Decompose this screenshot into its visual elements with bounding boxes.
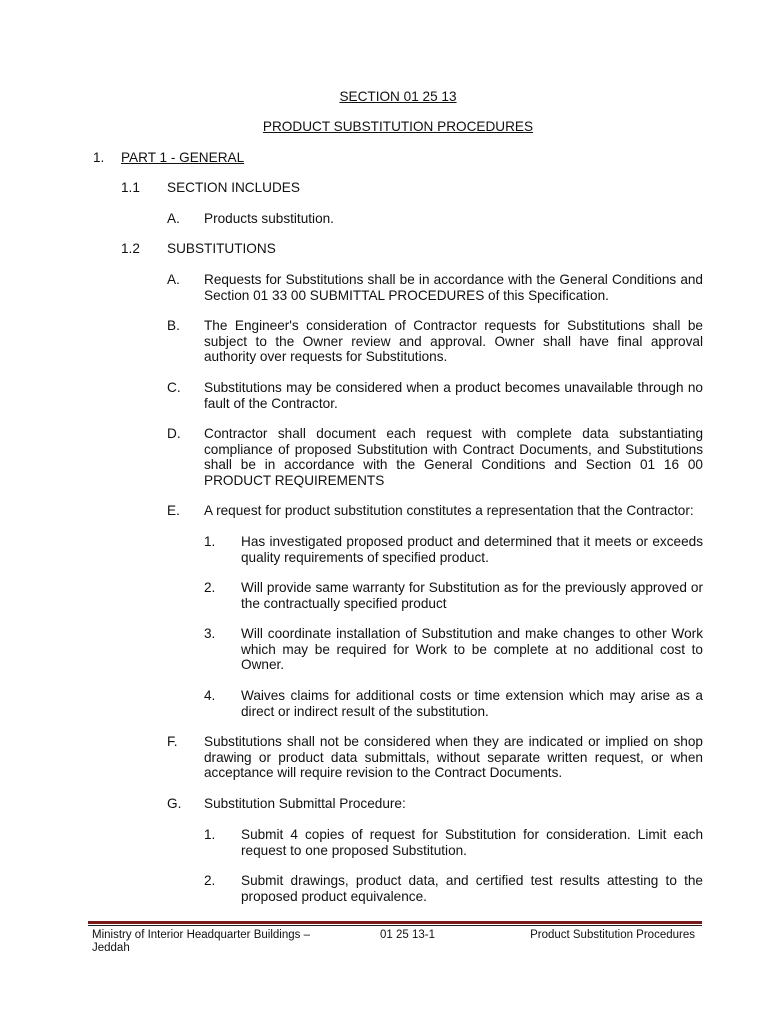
subparagraph-text: Has investigated proposed product and determined that it meets or exceeds quality requirements of specified product.: [241, 534, 703, 565]
footer-rule: [88, 925, 702, 926]
subparagraph-text: Submit drawings, product data, and certified test results attesting to the proposed product equivalence.: [241, 873, 703, 904]
paragraph-text: Contractor shall document each request with complete data substantiating compliance of proposed Substitution with Contract Documents, and Substitutions shall be in accordance with the General Conditions and Section 01 16 00 PRODUCT REQUIREMENTS: [204, 426, 703, 488]
paragraph-text: Products substitution.: [204, 211, 334, 226]
paragraph-text: Substitution Submittal Procedure:: [204, 796, 406, 811]
subparagraph-number: 2.: [204, 580, 216, 595]
paragraph-letter: D.: [167, 426, 181, 441]
paragraph-letter: C.: [167, 380, 181, 395]
footer-page-number: 01 25 13-1: [380, 929, 435, 941]
footer-rule-accent: [88, 921, 702, 924]
paragraph-text: A request for product substitution constitutes a representation that the Contractor:: [204, 503, 694, 518]
section-title: SECTION 01 25 13: [339, 89, 457, 104]
document-title: PRODUCT SUBSTITUTION PROCEDURES: [262, 119, 534, 134]
part-number: 1.: [93, 150, 105, 165]
paragraph-text: Requests for Substitutions shall be in accordance with the General Conditions and Section 01 33 00 SUBMITTAL PROCEDURES of this Specification.: [204, 272, 703, 303]
article-number-1-1: 1.1: [121, 180, 140, 195]
footer-right: Product Substitution Procedures: [530, 929, 695, 941]
subparagraph-text: Will coordinate installation of Substitution and make changes to other Work which may be required for Work to be complete at no additional cost to Owner.: [241, 626, 703, 672]
paragraph-letter: A.: [167, 211, 180, 226]
subparagraph-number: 2.: [204, 873, 216, 888]
subparagraph-number: 1.: [204, 827, 216, 842]
paragraph-text: The Engineer's consideration of Contractor requests for Substitutions shall be subject to the Owner review and approval. Owner shall have final approval authority over requests for Substitutions.: [204, 318, 703, 364]
article-title-1-2: SUBSTITUTIONS: [167, 241, 276, 256]
paragraph-letter: G.: [167, 796, 182, 811]
paragraph-letter: E.: [167, 503, 180, 518]
paragraph-letter: A.: [167, 272, 180, 287]
subparagraph-text: Waives claims for additional costs or time extension which may arise as a direct or indirect result of the substitution.: [241, 688, 703, 719]
part-title: PART 1 - GENERAL: [121, 150, 245, 165]
subparagraph-text: Submit 4 copies of request for Substitution for consideration. Limit each request to one proposed Substitution.: [241, 827, 703, 858]
paragraph-letter: F.: [167, 734, 178, 749]
article-number-1-2: 1.2: [121, 241, 140, 256]
paragraph-text: Substitutions shall not be considered when they are indicated or implied on shop drawing or product data submittals, without separate written request, or when acceptance will require revision to the Contract Documents.: [204, 734, 703, 780]
paragraph-text: Substitutions may be considered when a product becomes unavailable through no fault of the Contractor.: [204, 380, 703, 411]
paragraph-letter: B.: [167, 318, 180, 333]
subparagraph-number: 1.: [204, 534, 216, 549]
footer-left: Ministry of Interior Headquarter Buildings – Jeddah: [92, 929, 310, 954]
subparagraph-text: Will provide same warranty for Substitution as for the previously approved or the contractually specified product: [241, 580, 703, 611]
article-title-1-1: SECTION INCLUDES: [167, 180, 300, 195]
subparagraph-number: 3.: [204, 626, 216, 641]
subparagraph-number: 4.: [204, 688, 216, 703]
